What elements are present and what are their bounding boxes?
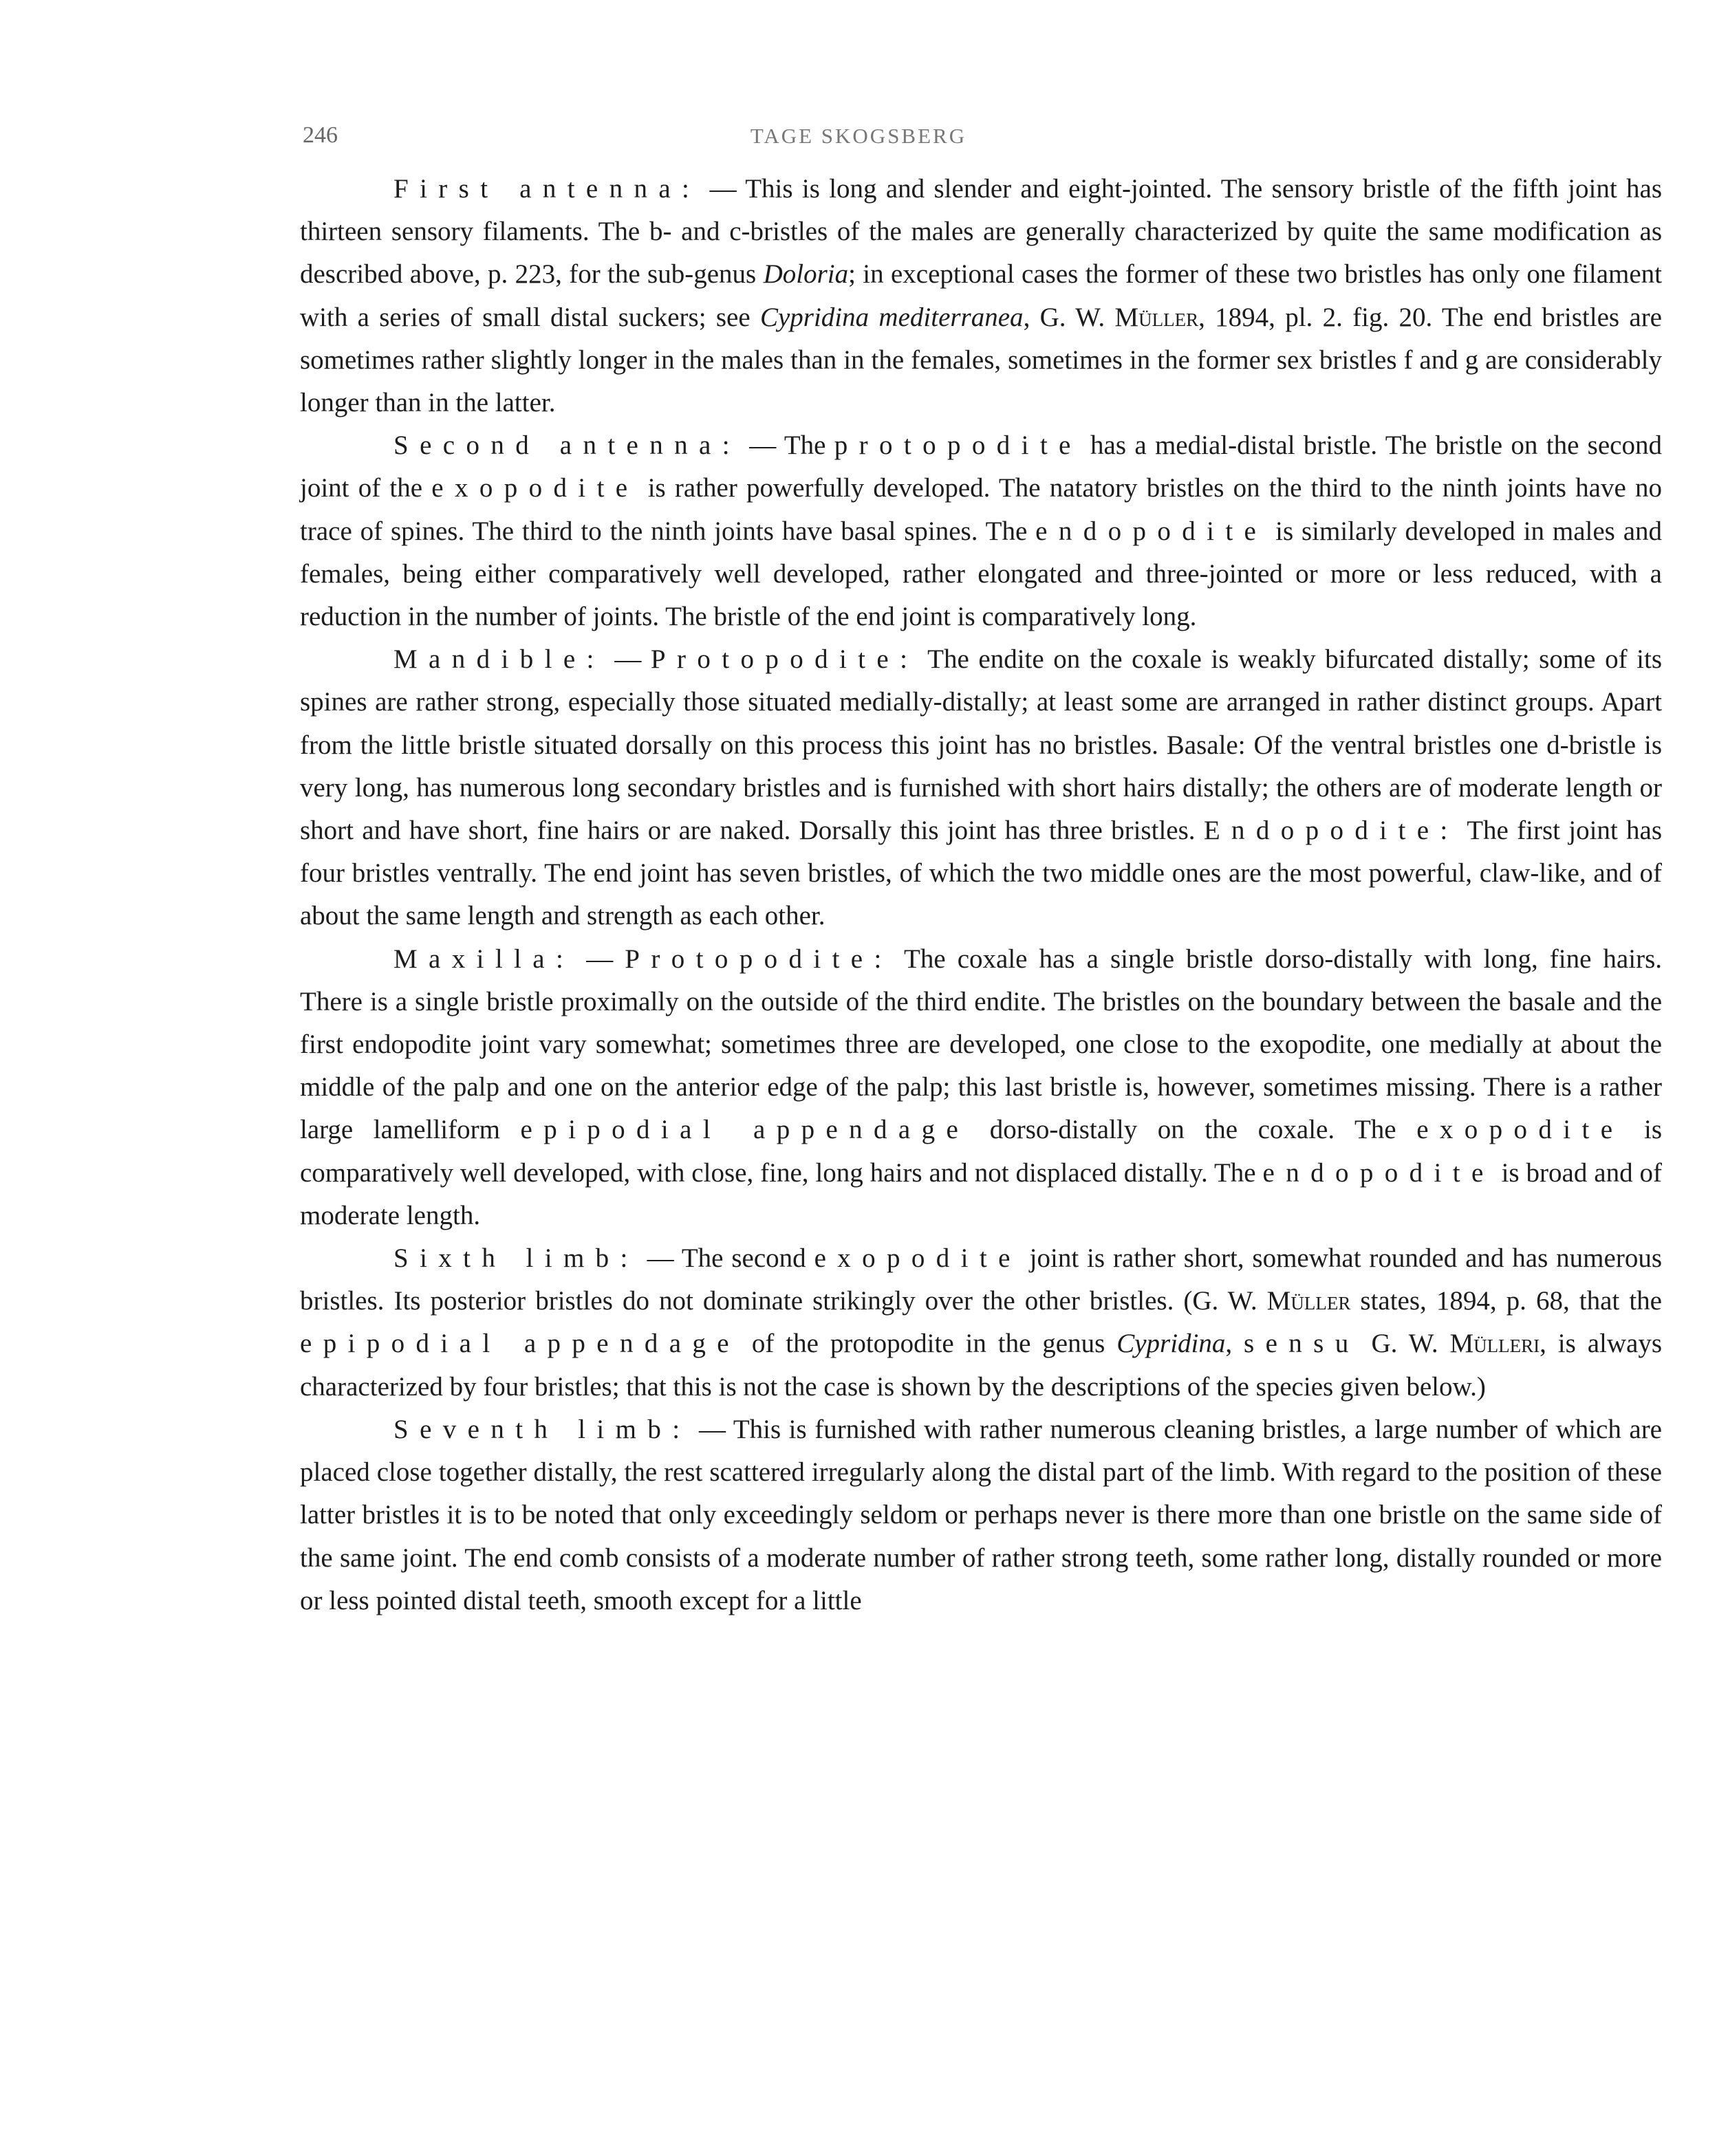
spaced-term: Sixth limb: — [393, 1243, 639, 1274]
text-run: — — [605, 644, 651, 675]
text-run: — This is furnished with rather numerous cleaning bristles, a large number of which are placed close together distally, the rest scattered irregularly along the distal part of the limb. With regard to the position of these latter bristles it is to be noted that only exceedingly seldom or perhaps never is there more than one bristle on the same side of the same joint. The end comb consists of a moderate number of rather strong teeth, some rather long, distally rounded or more or less pointed distal teeth, smooth except for a little — [300, 1414, 1662, 1615]
paragraph-sixth-limb — [300, 1237, 1662, 1408]
text-run: , G. W. — [1023, 302, 1115, 332]
text-run: — This is long and slender and eight-jointed. The sensory bristle of the fifth joint has thirteen sensory filaments. The b- and c-bristles of the males are generally characterized by quite the same modification as described above, p. 223, for the sub-genus — [300, 174, 1663, 290]
text-run: is comparatively well developed, with close, fine, long hairs and not displaced distally. The — [300, 1115, 1662, 1188]
spaced-term: exopodite — [814, 1243, 1022, 1274]
spaced-term: Mandible: — [393, 644, 605, 675]
spaced-term: sensu — [1244, 1329, 1360, 1359]
spaced-term: Maxilla: — [393, 944, 575, 974]
text-run: — — [574, 944, 625, 974]
spaced-term: exopodite — [1416, 1115, 1624, 1145]
text-run: is rather powerfully developed. The natatory bristles on the third to the ninth joints have no trace of spines. The third to the ninth joints have basal spines. The — [300, 473, 1663, 546]
author-name: Müller — [1114, 302, 1199, 332]
page-number: 246 — [303, 122, 338, 148]
text-run: is broad and of moderate length. — [300, 1157, 1662, 1230]
text-run: of the protopodite in the genus — [740, 1329, 1117, 1359]
text-run: — The — [740, 431, 834, 461]
paragraph-first-antenna — [300, 168, 1662, 424]
text-run: states, 1894, p. 68, that the — [1350, 1286, 1662, 1316]
text-run: G. W. — [1359, 1329, 1450, 1359]
text-run: joint is rather short, somewhat rounded and has numerous bristles. Its posterior bristles do not dominate strikingly over the other bristles. (G. W. — [300, 1243, 1662, 1316]
author-name: Mülleri — [1449, 1329, 1540, 1359]
spaced-term: epipodial appendage — [520, 1115, 970, 1145]
text-run: , — [1225, 1329, 1244, 1359]
paragraph-maxilla — [300, 938, 1662, 1237]
text-run: ; in exceptional cases the former of these two bristles has only one filament with a series of small distal suckers; see — [300, 259, 1662, 332]
spaced-term: endopodite — [1035, 516, 1268, 546]
paragraph-seventh-limb — [300, 1408, 1662, 1622]
italic-term: Cypridina mediterranea — [759, 302, 1024, 332]
spaced-term: protopodite — [834, 431, 1082, 461]
text-run: The coxale has a single bristle dorso-distally with long, fine hairs. There is a single bristle proximally on the outside of the third endite. The bristles on the boundary between the basale and the first endopodite joint vary somewhat; sometimes three are developed, one close to the exopodite, one medially at about the middle of the palp and one on the anterior edge of the palp; this last bristle is, however, sometimes missing. There is a rather large lamelliform — [300, 944, 1662, 1145]
text-run: is similarly developed in males and females, being either comparatively well developed, rather elongated and three-jointed or more or less reduced, with a reduction in the number of joints. The bristle of the end joint is comparatively long. — [300, 516, 1663, 632]
author-name: Müller — [1266, 1286, 1351, 1316]
spaced-term: epipodial appendage — [300, 1329, 740, 1359]
text-run: The first joint has four bristles ventrally. The end joint has seven bristles, of which the two middle ones are the most powerful, claw-like, and of about the same length and strength as each other. — [300, 816, 1663, 931]
text-run: dorso-distally on the coxale. The — [969, 1115, 1417, 1145]
text-run: , is always characterized by four bristles; that this is not the case is shown by the descriptions of the species given below.) — [300, 1329, 1663, 1402]
spaced-term: exopodite — [431, 473, 639, 503]
text-run: The endite on the coxale is weakly bifurcated distally; some of its spines are rather strong, especially those situated medially-distally; at least some are arranged in rather distinct groups. Apart from the little bristle situated dorsally on this process this joint has no bristles. Basale: Of the ventral bristles one d-bristle is very long, has numerous long secondary bristles and is furnished with short hairs distally; the others are of moderate length or short and have short, fine hairs or are naked. Dorsally this joint has three bristles. — [300, 644, 1662, 846]
spaced-term: Second antenna: — [393, 431, 741, 461]
running-title: TAGE SKOGSBERG — [750, 124, 967, 148]
spaced-term: Seventh limb: — [393, 1414, 691, 1444]
spaced-term: Protopodite: — [625, 944, 893, 974]
text-run: , 1894, pl. 2. fig. 20. The end bristles are sometimes rather slightly longer in the males than in the females, sometimes in the former sex bristles f and g are considerably longer than in the latter. — [300, 302, 1662, 418]
spaced-term: Protopodite: — [650, 644, 919, 675]
paragraph-second-antenna — [300, 424, 1662, 638]
paragraph-mandible — [300, 638, 1662, 937]
spaced-term: First antenna: — [393, 174, 701, 204]
spaced-term: endopodite — [1262, 1157, 1495, 1188]
text-run: — The second — [638, 1243, 814, 1274]
italic-term: Doloria — [763, 259, 849, 290]
italic-term: Cypridina — [1116, 1329, 1226, 1359]
text-run: has a medial-distal bristle. The bristle on the second joint of the — [300, 431, 1662, 503]
body-text — [300, 168, 1662, 1622]
spaced-term: Endopodite: — [1203, 816, 1459, 846]
